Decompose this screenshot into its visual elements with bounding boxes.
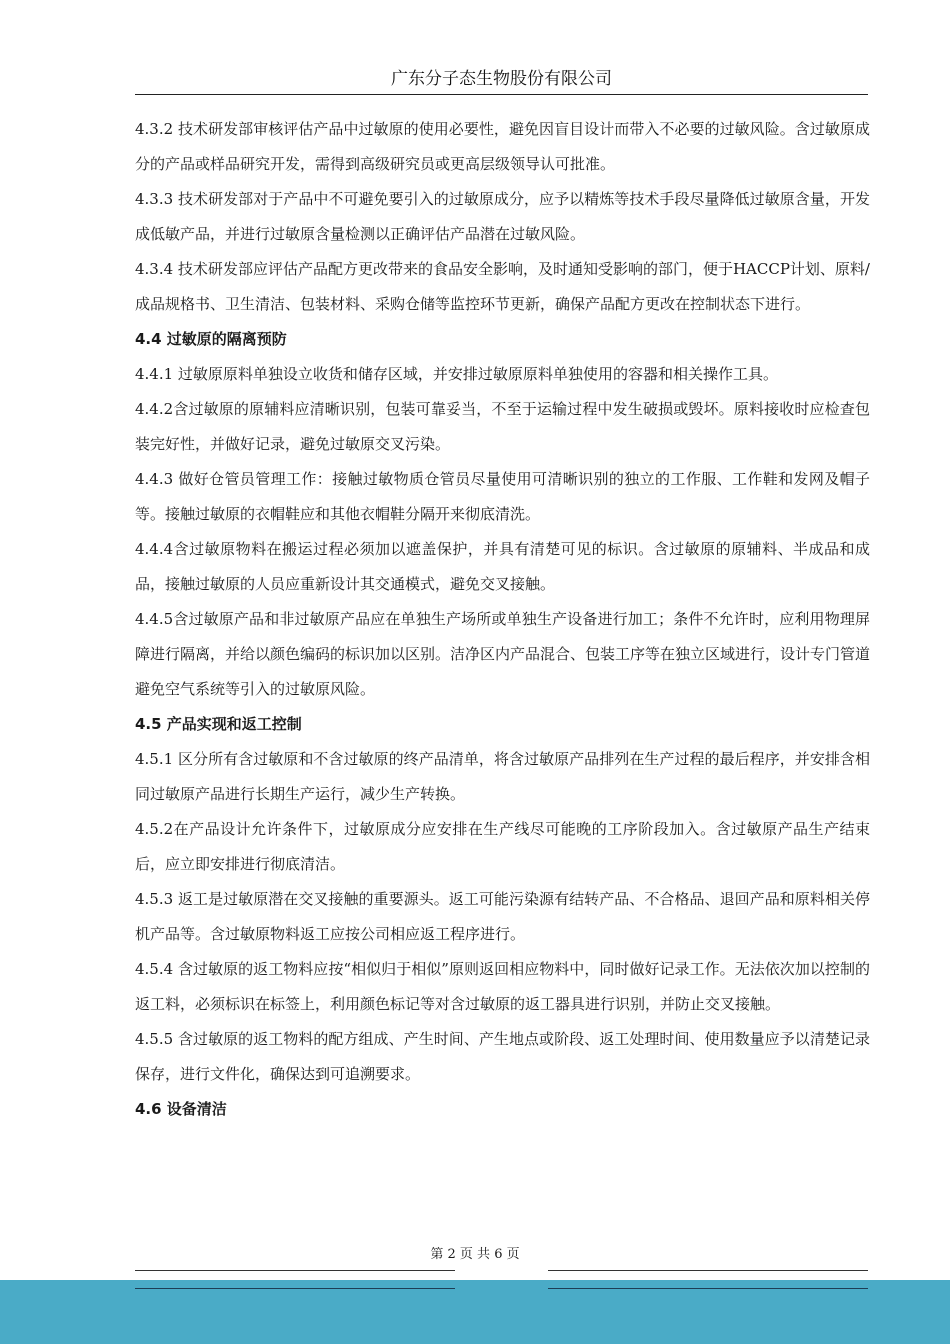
footer-band [0, 1280, 950, 1344]
document-body [135, 112, 870, 1127]
body-paragraph: 4.5.4 含过敏原的返工物料应按“相似归于相似”原则返回相应物料中，同时做好记录工作。无法依次加以控制的返工料，必须标识在标签上，利用颜色标记等对含过敏原的返工器具进行识别，并防止交叉接触。 [135, 960, 870, 1013]
band-rule-right [548, 1288, 868, 1289]
body-paragraph: 4.5.5 含过敏原的返工物料的配方组成、产生时间、产生地点或阶段、返工处理时间、使用数量应予以清楚记录保存，进行文件化，确保达到可追溯要求。 [135, 1030, 870, 1083]
body-paragraph: 4.4.1 过敏原原料单独设立收货和储存区域，并安排过敏原原料单独使用的容器和相关操作工具。 [135, 365, 778, 383]
body-paragraph: 4.3.3 技术研发部对于产品中不可避免要引入的过敏原成分，应予以精炼等技术手段尽量降低过敏原含量，开发成低敏产品，并进行过敏原含量检测以正确评估产品潜在过敏风险。 [135, 190, 870, 243]
band-rule-left [135, 1288, 455, 1289]
section-heading: 4.6 设备清洁 [135, 1100, 227, 1118]
body-paragraph: 4.4.4含过敏原物料在搬运过程必须加以遮盖保护，并具有清楚可见的标识。含过敏原的原辅料、半成品和成品，接触过敏原的人员应重新设计其交通模式，避免交叉接触。 [135, 540, 870, 593]
header-divider [135, 94, 868, 95]
body-paragraph: 4.3.4 技术研发部应评估产品配方更改带来的食品安全影响，及时通知受影响的部门，便于HACCP计划、原料/成品规格书、卫生清洁、包装材料、采购仓储等监控环节更新，确保产品配方更改在控制状态下进行。 [135, 260, 870, 313]
footer-rule-left [135, 1270, 455, 1271]
body-paragraph: 4.5.2在产品设计允许条件下，过敏原成分应安排在生产线尽可能晚的工序阶段加入。含过敏原产品生产结束后，应立即安排进行彻底清洁。 [135, 820, 870, 873]
body-paragraph: 4.3.2 技术研发部审核评估产品中过敏原的使用必要性，避免因盲目设计而带入不必要的过敏风险。含过敏原成分的产品或样品研究开发，需得到高级研究员或更高层级领导认可批准。 [135, 120, 870, 173]
body-paragraph: 4.5.3 返工是过敏原潜在交叉接触的重要源头。返工可能污染源有结转产品、不合格品、退回产品和原料相关停机产品等。含过敏原物料返工应按公司相应返工程序进行。 [135, 890, 870, 943]
page-number: 第 2 页 共 6 页 [430, 1247, 520, 1262]
section-heading: 4.4 过敏原的隔离预防 [135, 330, 287, 348]
footer-rule-right [548, 1270, 868, 1271]
body-paragraph: 4.4.3 做好仓管员管理工作：接触过敏物质仓管员尽量使用可清晰识别的独立的工作服、工作鞋和发网及帽子等。接触过敏原的衣帽鞋应和其他衣帽鞋分隔开来彻底清洗。 [135, 470, 870, 523]
body-paragraph: 4.4.2含过敏原的原辅料应清晰识别，包装可靠妥当，不至于运输过程中发生破损或毁坏。原料接收时应检查包装完好性，并做好记录，避免过敏原交叉污染。 [135, 400, 870, 453]
body-paragraph: 4.5.1 区分所有含过敏原和不含过敏原的终产品清单，将含过敏原产品排列在生产过程的最后程序，并安排含相同过敏原产品进行长期生产运行，减少生产转换。 [135, 750, 870, 803]
section-heading: 4.5 产品实现和返工控制 [135, 715, 302, 733]
body-paragraph: 4.4.5含过敏原产品和非过敏原产品应在单独生产场所或单独生产设备进行加工；条件不允许时，应利用物理屏障进行隔离，并给以颜色编码的标识加以区别。洁净区内产品混合、包装工序等在独立区域进行，设计专门管道避免空气系统等引入的过敏原风险。 [135, 610, 871, 698]
document-header: 广东分子态生物股份有限公司 [391, 69, 612, 89]
